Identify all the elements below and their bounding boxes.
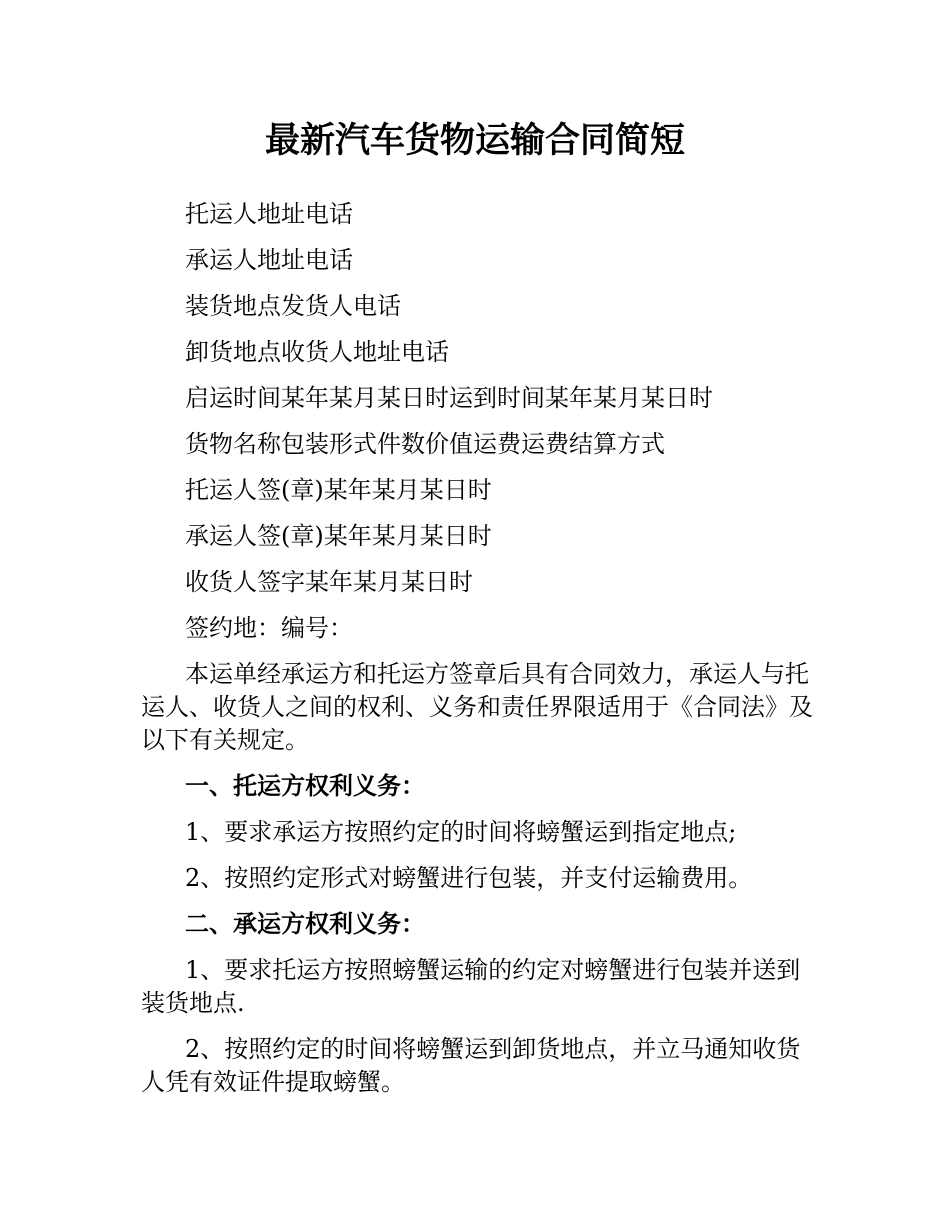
field-line-unloading-place: 卸货地点收货人地址电话 (185, 338, 449, 366)
field-line-carrier: 承运人地址电话 (185, 246, 353, 274)
field-line-shipper-signature: 托运人签(章)某年某月某日时 (185, 476, 492, 504)
document-title: 最新汽车货物运输合同简短 (264, 121, 685, 161)
section2-item: 1、要求托运方按照螃蟹运输的约定对螃蟹进行包装并送到装货地点. (141, 956, 801, 1017)
section1-item: 1、要求承运方按照约定的时间将螃蟹运到指定地点; (185, 818, 737, 846)
field-line-loading-place: 装货地点发货人电话 (185, 292, 401, 320)
document-body (141, 198, 813, 1112)
section-heading-carrier-rights: 二、承运方权利义务： (185, 910, 425, 938)
section1-item: 2、按照约定形式对螃蟹进行包装，并支付运输费用。 (185, 864, 753, 892)
field-line-shipper: 托运人地址电话 (185, 200, 353, 228)
field-line-carrier-signature: 承运人签(章)某年某月某日时 (185, 522, 492, 550)
intro-paragraph: 本运单经承运方和托运方签章后具有合同效力，承运人与托运人、收货人之间的权利、义务和责任界限适用于《合同法》及以下有关规定。 (141, 660, 813, 754)
field-line-consignee-signature: 收货人签字某年某月某日时 (185, 568, 473, 596)
section2-item: 2、按照约定的时间将螃蟹运到卸货地点，并立马通知收货人凭有效证件提取螃蟹。 (141, 1035, 801, 1096)
field-line-goods-info: 货物名称包装形式件数价值运费运费结算方式 (185, 430, 665, 458)
section-heading-shipper-rights: 一、托运方权利义务： (185, 772, 425, 800)
field-line-departure-arrival-time: 启运时间某年某月某日时运到时间某年某月某日时 (185, 384, 713, 412)
field-line-signing-place-number: 签约地：编号： (185, 614, 353, 642)
